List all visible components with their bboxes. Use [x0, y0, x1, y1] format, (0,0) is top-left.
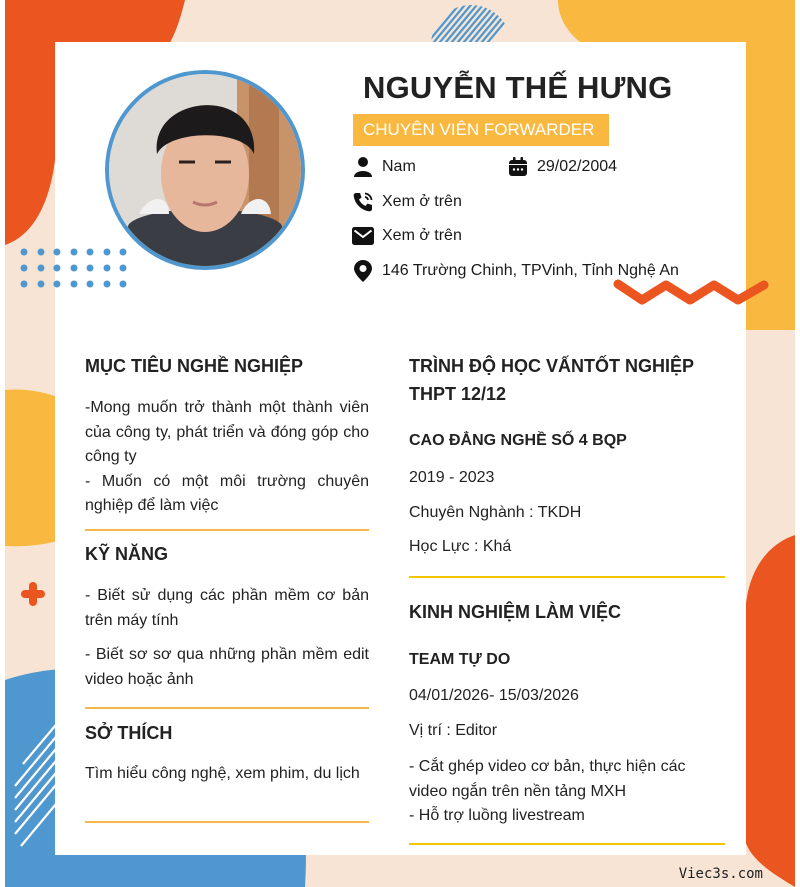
phone-icon: [352, 191, 374, 213]
section-divider: [85, 707, 369, 709]
objective-title: MỤC TIÊU NGHỀ NGHIỆP: [85, 356, 304, 376]
school-name: CAO ĐẲNG NGHỀ SỐ 4 BQP: [409, 432, 627, 449]
section-divider: [409, 843, 725, 845]
user-icon: [352, 156, 374, 178]
section-divider: [85, 821, 369, 823]
envelope-icon: [352, 225, 374, 247]
section-divider: [85, 529, 369, 531]
education-grade: Học Lực : Khá: [409, 538, 512, 555]
email-value: Xem ở trên: [382, 227, 462, 244]
info-address: [352, 260, 679, 282]
calendar-icon: [507, 156, 529, 178]
address-value: 146 Trường Chinh, TPVinh, Tỉnh Nghệ An: [382, 262, 679, 279]
experience-title: KINH NGHIỆM LÀM VIỆC: [409, 602, 622, 622]
objective-line: - Muốn có một môi trường chuyên nghiệp để làm việc: [85, 472, 369, 514]
experience-duties: [409, 755, 709, 829]
candidate-name: NGUYỄN THẾ HƯNG: [363, 70, 673, 105]
education-period: 2019 - 2023: [409, 469, 495, 486]
education-title-line: THPT 12/12: [409, 384, 507, 404]
duty-item: - Hỗ trợ luồng livestream: [409, 807, 585, 824]
info-phone: [352, 191, 462, 213]
hobbies-text: Tìm hiểu công nghệ, xem phim, du lịch: [85, 765, 360, 782]
experience-position: Vị trí : Editor: [409, 722, 498, 739]
info-birthday: [507, 156, 617, 178]
birthday-value: 29/02/2004: [537, 158, 618, 175]
phone-value: Xem ở trên: [382, 193, 462, 210]
skill-item: - Biết sử dụng các phần mềm cơ bản trên máy tính: [85, 587, 369, 629]
education-title: [409, 352, 694, 408]
map-pin-icon: [352, 260, 374, 282]
job-title-badge: CHUYÊN VIÊN FORWARDER: [353, 114, 609, 146]
objective-line: -Mong muốn trở thành một thành viên của công ty, phát triển và đóng góp cho công ty: [85, 399, 369, 465]
company-name: TEAM TỰ DO: [409, 651, 511, 668]
profile-photo: [105, 70, 305, 270]
duty-item: - Cắt ghép video cơ bản, thực hiện các video ngắn trên nền tảng MXH: [409, 758, 686, 800]
info-gender: [352, 156, 416, 178]
info-email: [352, 225, 462, 247]
education-title-line: TRÌNH ĐỘ HỌC VẤNTỐT NGHIỆP: [409, 356, 695, 376]
watermark: Viec3s.com: [678, 866, 763, 882]
section-divider: [409, 576, 725, 578]
skills-title: KỸ NĂNG: [85, 544, 169, 564]
objective-text: [85, 396, 369, 519]
hobbies-title: SỞ THÍCH: [85, 723, 173, 743]
experience-period: 04/01/2026- 15/03/2026: [409, 687, 579, 704]
skill-item: - Biết sơ sơ qua những phần mềm edit video hoặc ảnh: [85, 646, 369, 688]
gender-value: Nam: [382, 158, 416, 175]
education-major: Chuyên Nghành : TKDH: [409, 504, 582, 521]
